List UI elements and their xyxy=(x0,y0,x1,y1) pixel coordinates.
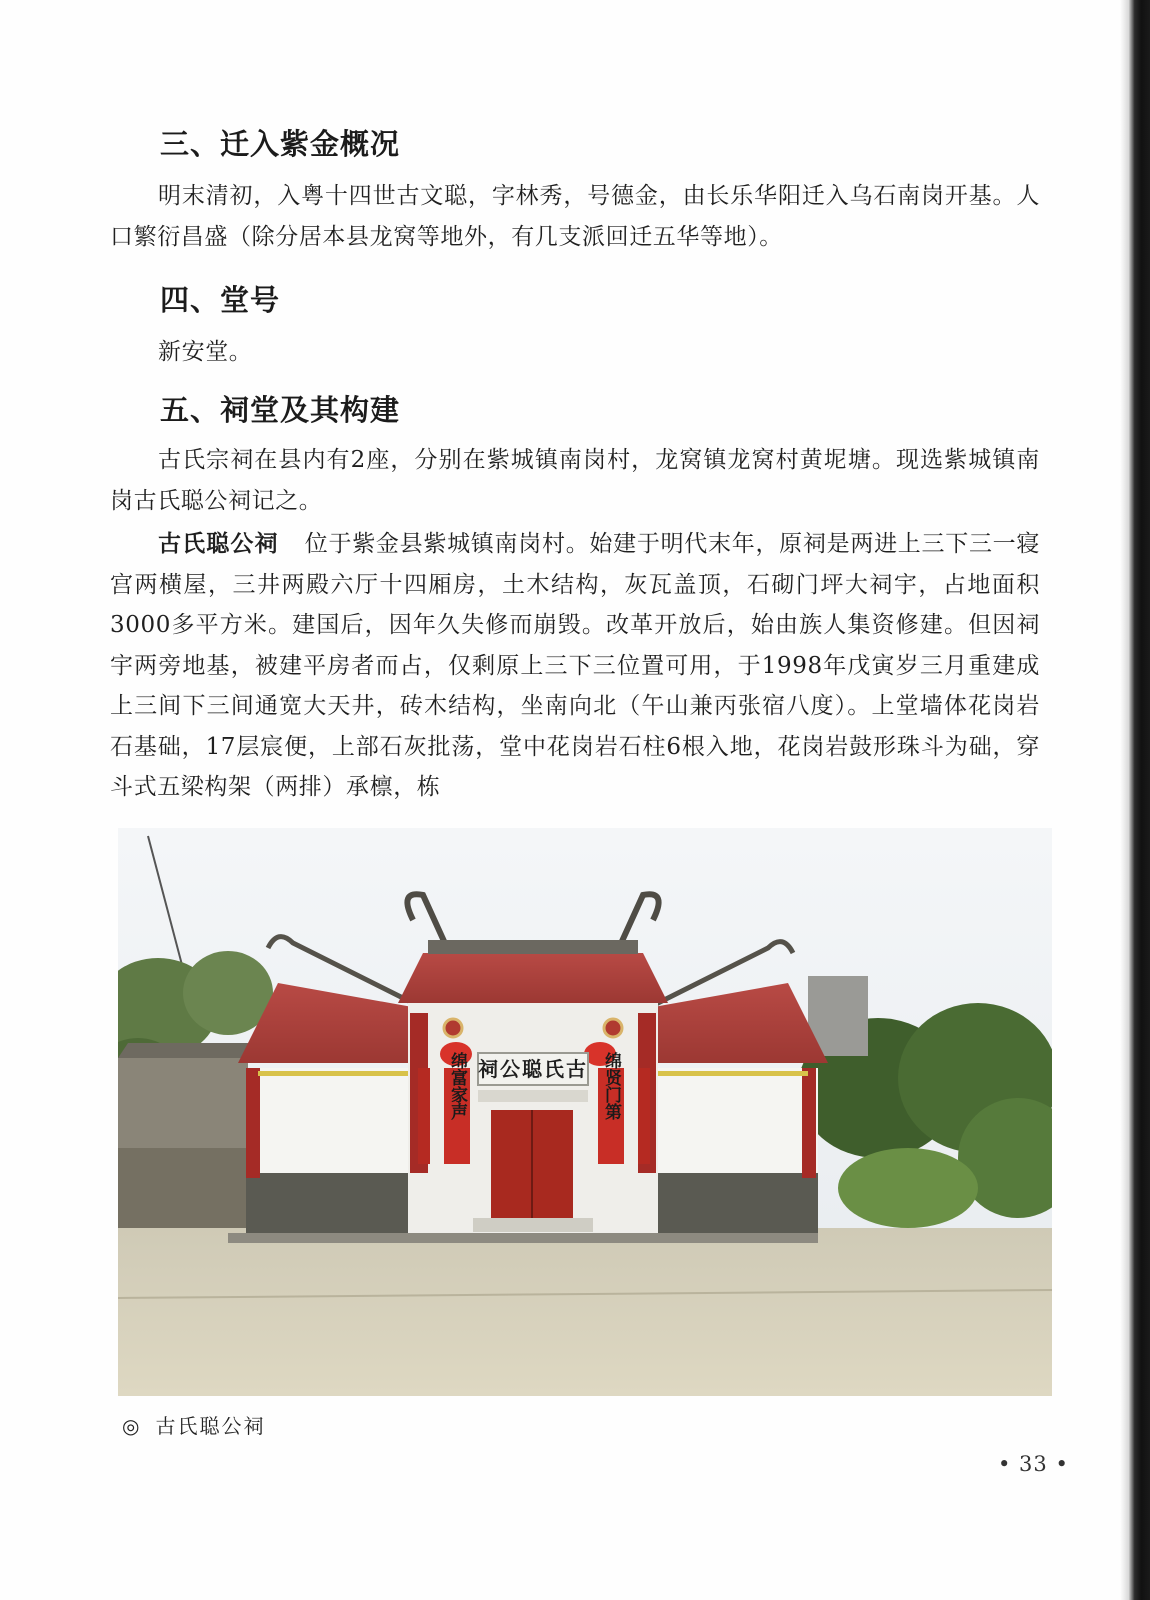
courtyard xyxy=(118,1228,1052,1396)
caption-mark-icon: ◎ xyxy=(122,1414,142,1438)
section-heading-3: 三、迁入紫金概况 xyxy=(160,127,401,161)
photo-caption xyxy=(122,1410,265,1439)
section-heading-4: 四、堂号 xyxy=(160,283,281,317)
page-number: • 33 • xyxy=(998,1452,1069,1476)
paragraph-migration: 明末清初，入粤十四世古文聪，字林秀，号德金，由长乐华阳迁入乌石南岗开基。人口繁衍昌盛（除分居本县龙窝等地外，有几支派回迁五华等地）。 xyxy=(110,183,1040,250)
ancestral-hall-photo xyxy=(118,828,1052,1396)
section-heading-5: 五、祠堂及其构建 xyxy=(160,393,401,427)
hall-description: 位于紫金县紫城镇南岗村。始建于明代末年，原祠是两进上三下三一寝宫两横屋，三井两殿六厅十四厢房，土木结构，灰瓦盖顶，石砌门坪大祠宇，占地面积3000多平方米。建国后，因年久失修而崩毁。改革开放后，始由族人集资修建。但因祠宇两旁地基，被建平房者而占，仅剩原上三下三位置可用，于1998年戊寅岁三月重建成上三间下三间通宽大天井，砖木结构，坐南向北（午山兼丙张宿八度）。上堂墙体花岗岩石基础，17层宸便，上部石灰批荡，堂中花岗岩石柱6根入地，花岗岩鼓形珠斗为础，穿斗式五梁构架（两排）承檩，栋 xyxy=(110,531,1041,800)
left-house xyxy=(118,1043,258,1228)
couplet-left: 绵富家声 xyxy=(447,1052,467,1120)
plaque-text: 祠公聪氏古 xyxy=(478,1057,588,1081)
couplet-right: 绵贤门第 xyxy=(601,1052,621,1120)
scan-edge-highlight xyxy=(1120,0,1128,1600)
building-base xyxy=(228,1233,818,1243)
paragraph-ancestral-halls: 古氏宗祠在县内有2座，分别在紫城镇南岗村，龙窝镇龙窝村黄坭塘。现选紫城镇南岗古氏聪公祠记之。 xyxy=(110,447,1040,514)
hall-name-lead: 古氏聪公祠 xyxy=(158,531,279,557)
paragraph-cong-gong-hall xyxy=(110,524,1040,808)
caption-text: 古氏聪公祠 xyxy=(155,1414,266,1438)
paragraph-hall-name: 新安堂。 xyxy=(158,339,253,365)
scan-edge-shadow xyxy=(1128,0,1150,1600)
